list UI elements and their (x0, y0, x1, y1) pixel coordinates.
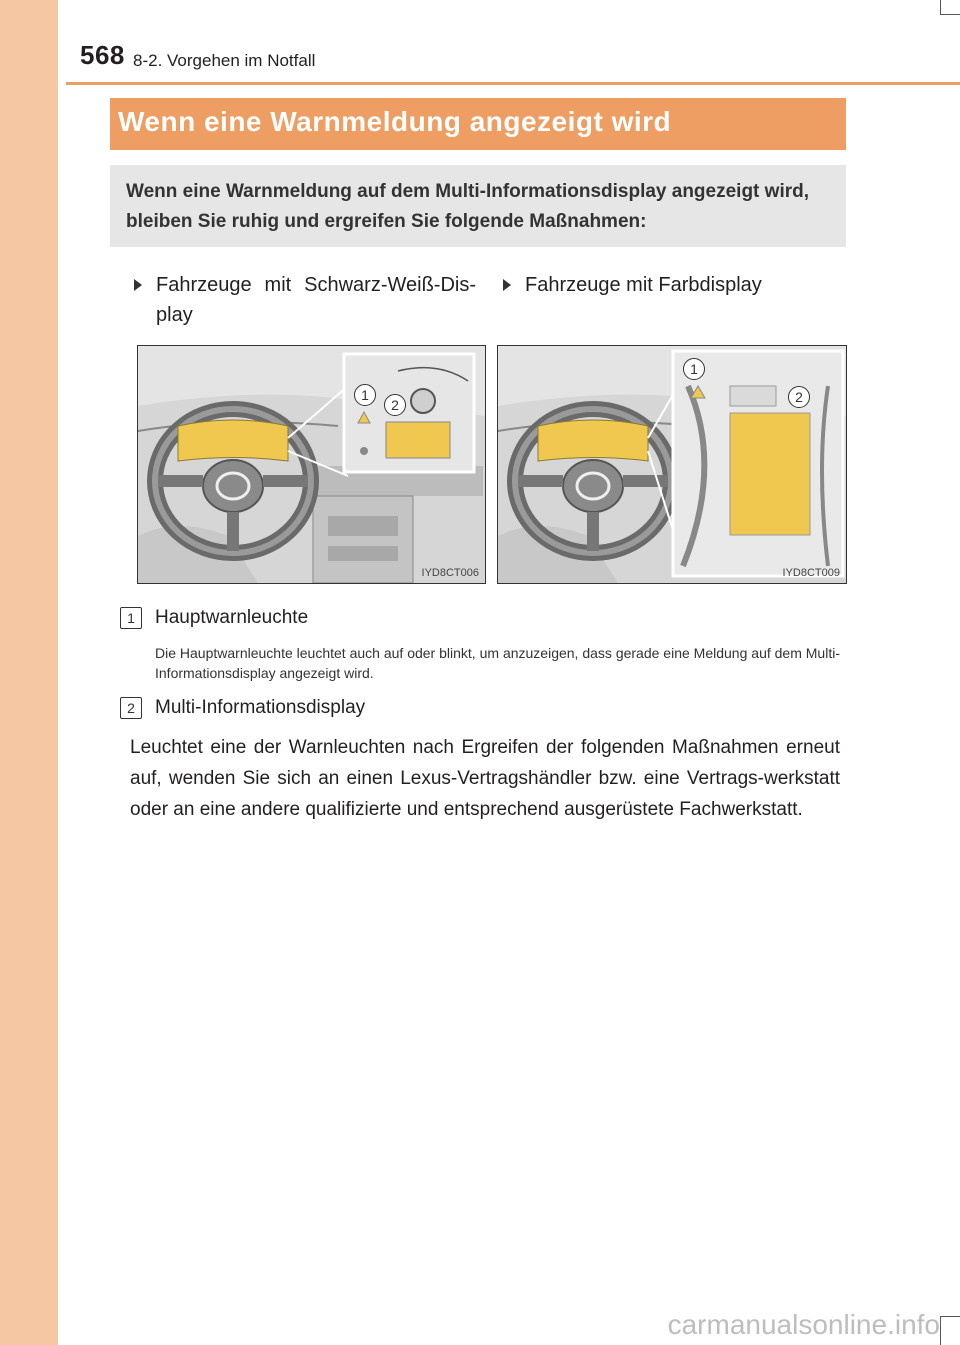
legend-number-1: 1 (120, 607, 142, 629)
dashboard-illustration (498, 346, 846, 583)
dashboard-illustration (138, 346, 485, 583)
intro-text: Wenn eine Warnmeldung auf dem Multi-Informationsdisplay angezeigt wird, bleiben Sie ruhig und ergreifen Sie folgende Maßnahmen: (126, 181, 809, 232)
crop-mark (940, 1316, 960, 1317)
crop-mark (940, 0, 941, 14)
variant-label: Fahrzeuge mit Farbdisplay (525, 274, 762, 296)
intro-box (110, 165, 846, 247)
legend-number-2: 2 (120, 697, 142, 719)
crop-mark (940, 1316, 941, 1345)
callout-1: 1 (683, 358, 705, 380)
legend-description-1: Die Hauptwarnleuchte leuchtet auch auf oder blinkt, um anzuzeigen, dass gerade eine Meldung auf dem Multi-Informationsdisplay angezeigt wird. (155, 645, 840, 681)
section-title: Wenn eine Warnmeldung angezeigt wird (118, 106, 672, 137)
section-title-bar (110, 98, 846, 150)
page-number: 568 (80, 40, 125, 70)
legend-title-2: Multi-Informationsdisplay (155, 697, 366, 718)
watermark: carmanualsonline.info (667, 1309, 940, 1340)
variant-bw-display (134, 270, 484, 332)
bullet-arrow-icon (503, 279, 511, 291)
body-paragraph: Leuchtet eine der Warnleuchten nach Ergreifen der folgenden Maßnahmen erneut auf, wenden Sie sich an einen Lexus-Vertragshändler bzw. eine Vertrags-werkstatt oder an eine andere qualifizierte und entsprechend ausgerüstete Fachwerkstatt. (130, 737, 840, 820)
side-margin-bar (0, 0, 58, 1345)
callout-2: 2 (788, 386, 810, 408)
callout-1: 1 (354, 384, 376, 406)
illustration-bw-display (137, 345, 486, 584)
variant-color-display (503, 270, 833, 300)
bullet-arrow-icon (134, 279, 142, 291)
legend-title-1: Hauptwarnleuchte (155, 607, 309, 628)
illustration-color-display (497, 345, 847, 584)
header-rule (66, 82, 960, 85)
chapter-heading: 8-2. Vorgehen im Notfall (133, 51, 316, 70)
image-code: IYD8CT009 (782, 567, 840, 579)
variant-label: Fahrzeuge mit Schwarz-Weiß-Dis-play (156, 274, 476, 326)
crop-mark (940, 14, 960, 15)
image-code: IYD8CT006 (421, 567, 479, 579)
callout-2: 2 (384, 394, 406, 416)
